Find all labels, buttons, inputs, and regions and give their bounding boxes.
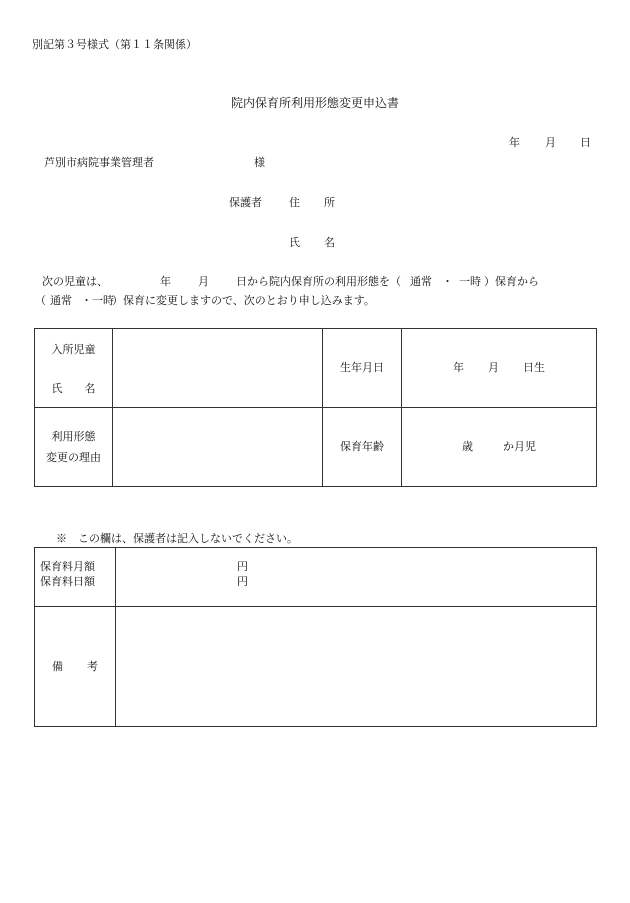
child-label-bottom-a: 氏: [51, 382, 63, 395]
statement-line1-option-regular: 通常: [410, 275, 432, 288]
child-label-bottom: [35, 380, 112, 397]
guardian-name-label-b: 名: [324, 236, 335, 249]
daily-fee-label: 保育料日額: [40, 574, 95, 588]
birth-year-label: 年: [453, 361, 464, 375]
monthly-fee-label: 保育料月額: [40, 560, 95, 573]
page-title: 院内保育所利用形態変更申込書: [230, 96, 399, 110]
remarks-input-cell[interactable]: [116, 607, 597, 727]
statement-line1-year: 年: [160, 275, 171, 288]
birth-day-label: 日生: [523, 361, 545, 375]
guardian-label: 保護者: [229, 196, 262, 209]
form-reference: 別記第３号様式（第１１条関係）: [32, 38, 197, 51]
age-months-label: か月児: [503, 440, 536, 454]
date-day-label: 日: [580, 136, 591, 149]
statement-line1-intro: 次の児童は、: [42, 275, 108, 288]
fee-label-cell: [35, 548, 116, 607]
statement-line1-separator: ・: [442, 275, 453, 288]
addressee-name: 芦別市病院事業管理者: [44, 156, 154, 169]
statement-line1-body: 日から院内保育所の利用形態を（: [236, 275, 401, 288]
statement-line2-option-temporary: ・一時: [81, 294, 114, 307]
statement-line1-option-temporary: 一時: [459, 275, 481, 288]
statement-line2-option-regular: 通常: [50, 294, 72, 307]
age-input-cell[interactable]: [402, 408, 597, 487]
statement-line1-month: 月: [198, 275, 209, 288]
addressee-honorific: 様: [254, 156, 265, 169]
child-label-bottom-b: 名: [84, 382, 96, 395]
guardian-address-label-a: 住: [289, 196, 300, 209]
age-years-label: 歳: [462, 440, 473, 454]
reason-label-line2: 変更の理由: [46, 451, 101, 464]
birth-month-label: 月: [488, 361, 499, 375]
office-use-note: ※ この欄は、保護者は記入しないでください。: [56, 532, 298, 545]
fee-table: [34, 547, 597, 727]
statement-line1-end: ）保育から: [484, 275, 539, 288]
child-label-top: 入所児童: [51, 343, 96, 356]
monthly-fee-yen: 円: [237, 560, 248, 573]
remarks-label-cell: [35, 607, 116, 727]
reason-label-cell: [35, 408, 113, 487]
statement-line2-body: ）保育に変更しますので、次のとおり申し込みます。: [112, 294, 375, 307]
child-name-label-cell: [35, 329, 113, 408]
child-name-input-cell[interactable]: [113, 329, 323, 408]
statement-line2-open: （: [35, 294, 46, 307]
guardian-address-label-b: 所: [324, 196, 335, 209]
birth-date-input-cell[interactable]: [402, 329, 597, 408]
age-label: 保育年齢: [323, 408, 402, 487]
child-info-table: [34, 328, 597, 487]
remarks-label-b: 考: [87, 659, 98, 673]
remarks-label-a: 備: [52, 659, 63, 673]
date-month-label: 月: [545, 136, 556, 149]
date-year-label: 年: [509, 136, 520, 149]
birth-date-label: 生年月日: [323, 329, 402, 408]
reason-label-line1: 利用形態: [51, 430, 96, 443]
fee-input-cell[interactable]: [116, 548, 597, 607]
guardian-name-label-a: 氏: [289, 236, 300, 249]
daily-fee-yen: 円: [237, 574, 248, 588]
reason-input-cell[interactable]: [113, 408, 323, 487]
